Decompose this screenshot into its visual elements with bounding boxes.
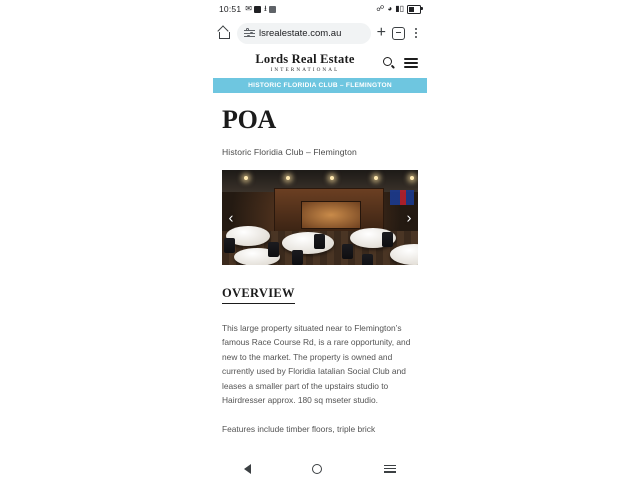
url-text: lsrealestate.com.au <box>259 27 342 39</box>
signal-icon: ▮▯ <box>395 4 404 13</box>
gallery-next-icon[interactable]: › <box>406 209 412 226</box>
listing-price: POA <box>222 105 276 134</box>
back-wall <box>274 188 384 232</box>
app-icon <box>254 6 261 13</box>
flag-decor <box>390 190 414 205</box>
chair <box>382 232 393 247</box>
phone-viewport <box>213 0 427 480</box>
message-icon: ✉ <box>245 4 252 13</box>
search-icon[interactable] <box>382 57 395 70</box>
property-gallery[interactable] <box>222 170 418 265</box>
battery-icon <box>407 5 421 14</box>
facebook-icon <box>269 6 276 13</box>
breadcrumb <box>213 78 427 93</box>
overview-paragraph-2: Features include timber floors, triple brick <box>222 423 376 434</box>
dining-table <box>282 232 334 254</box>
content-fade <box>213 443 427 457</box>
site-logo[interactable] <box>222 53 382 72</box>
home-circle-icon[interactable] <box>312 464 322 474</box>
brand-tagline: INTERNATIONAL <box>270 66 340 73</box>
hamburger-menu-icon[interactable] <box>404 57 418 69</box>
download-icon: ⭳ <box>263 4 267 13</box>
overview-heading: OVERVIEW <box>222 286 295 304</box>
chair <box>224 238 235 253</box>
browser-toolbar <box>213 18 427 48</box>
listing-content <box>213 107 427 436</box>
site-settings-icon[interactable] <box>244 28 255 39</box>
new-tab-button[interactable]: + <box>376 24 386 41</box>
chair <box>342 244 353 259</box>
gallery-image <box>222 170 418 265</box>
chair <box>314 234 325 249</box>
url-bar[interactable] <box>237 23 371 44</box>
status-right-icons <box>376 5 421 14</box>
bluetooth-icon: ☍ <box>376 4 385 13</box>
status-bar <box>213 0 427 18</box>
listing-title: Historic Floridia Club – Flemington <box>222 147 357 157</box>
site-header <box>213 48 427 78</box>
header-actions <box>382 57 418 70</box>
gallery-prev-icon[interactable]: ‹ <box>228 209 234 226</box>
tab-switcher-button[interactable] <box>392 27 405 40</box>
chair <box>292 250 303 265</box>
recents-icon[interactable] <box>384 463 396 475</box>
android-nav-bar <box>213 457 427 480</box>
chair <box>362 254 373 265</box>
browser-menu-icon[interactable] <box>410 26 422 40</box>
breadcrumb-label: HISTORIC FLORIDIA CLUB – FLEMINGTON <box>248 82 392 89</box>
brand-name: Lords Real Estate <box>255 52 355 67</box>
wifi-icon: ◕ <box>387 4 393 13</box>
chair <box>268 242 279 257</box>
status-left-icons <box>245 5 276 13</box>
back-icon[interactable] <box>244 464 251 474</box>
status-clock: 10:51 <box>219 4 242 14</box>
web-page <box>213 48 427 457</box>
home-icon[interactable] <box>218 26 232 40</box>
overview-paragraph-1: This large property situated near to Flemington’s famous Race Course Rd, is a rare opportunity, and new to the market. The property is owned and currently used by Floridia Iatalian Social Club and leases a smaller part of the upstairs studio to Hairdresser approx. 180 sq mseter studio. <box>222 323 411 406</box>
